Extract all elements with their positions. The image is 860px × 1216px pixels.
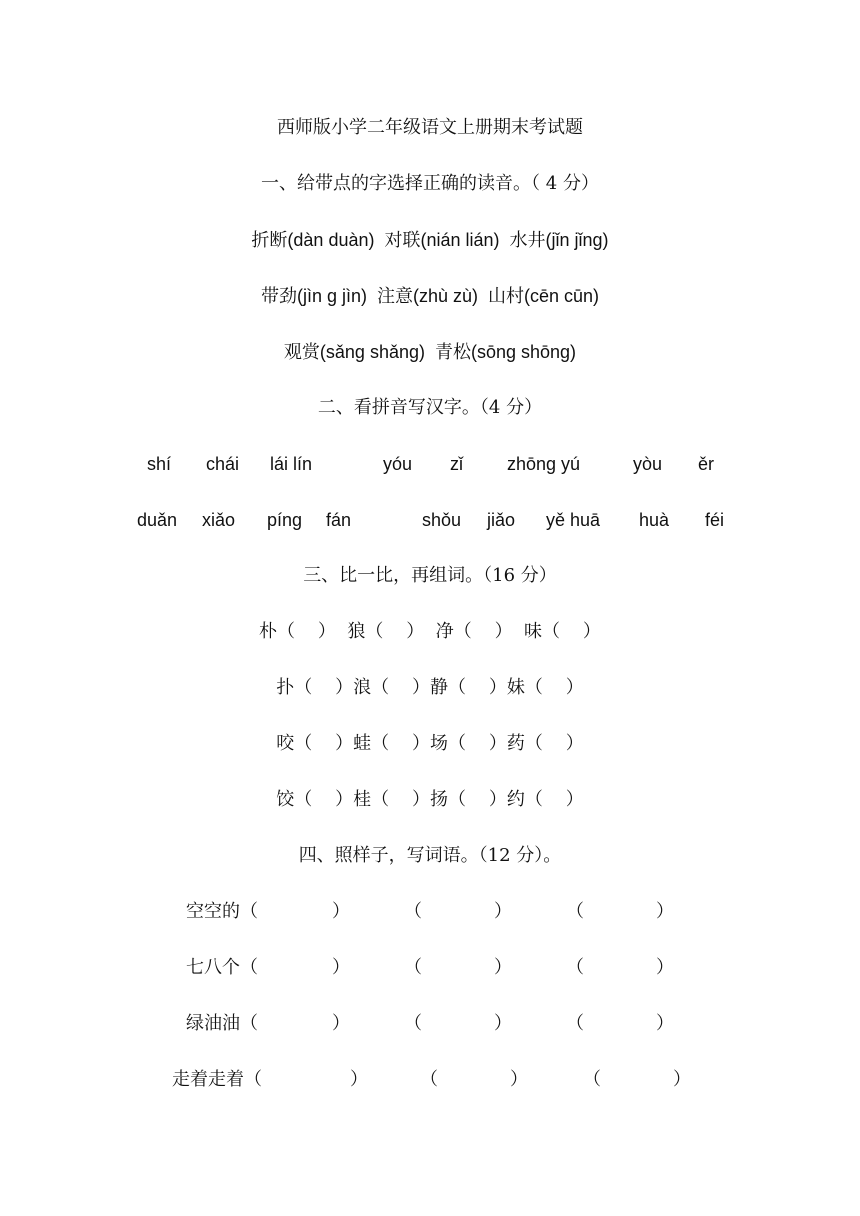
pinyin-item: shí xyxy=(147,454,172,474)
blank-close: ） xyxy=(656,1013,674,1034)
pinyin-item: zhōng yú xyxy=(507,454,581,474)
word-row-1 xyxy=(0,900,860,924)
section-3-line-2: 扑（ ）浪（ ）静（ ）妹（ ） xyxy=(276,677,584,698)
blank-open: （ xyxy=(566,901,584,922)
blank-close: ） xyxy=(494,901,512,922)
section-1-line-2: 带劲(jìn g jìn) 注意(zhù zù) 山村(cēn cūn) xyxy=(260,286,600,306)
page-title: 西师版小学二年级语文上册期末考试题 xyxy=(277,117,583,138)
pinyin-item: lái lín xyxy=(270,454,313,474)
pinyin-item: huà xyxy=(639,510,670,530)
pinyin-item: duǎn xyxy=(137,510,178,530)
pinyin-item: yòu xyxy=(633,454,663,474)
word-prompt: 绿油油（ xyxy=(186,1013,258,1034)
section-4-heading: 四、照样子，写词语。（12 分）。 xyxy=(298,845,562,866)
blank-close: ） xyxy=(332,957,350,978)
pinyin-item: ěr xyxy=(698,454,715,474)
word-row-3 xyxy=(0,1012,860,1036)
blank-close: ） xyxy=(656,901,674,922)
blank-close: ） xyxy=(510,1069,528,1090)
word-prompt: 走着走着（ xyxy=(172,1069,262,1090)
pinyin-item: píng xyxy=(267,510,303,530)
section-3-heading: 三、比一比，再组词。（16 分） xyxy=(303,565,557,586)
blank-close: ） xyxy=(656,957,674,978)
word-row-4 xyxy=(0,1068,860,1092)
blank-open: （ xyxy=(583,1069,601,1090)
blank-close: ） xyxy=(332,1013,350,1034)
pinyin-row-2 xyxy=(0,508,860,532)
section-3-line-4: 饺（ ）桂（ ）扬（ ）约（ ） xyxy=(276,789,584,810)
pinyin-item: xiǎo xyxy=(202,510,236,530)
blank-close: ） xyxy=(332,901,350,922)
word-prompt: 空空的（ xyxy=(186,901,258,922)
pinyin-item: chái xyxy=(206,454,240,474)
pinyin-row-1 xyxy=(0,452,860,476)
section-1-line-1: 折断(dàn duàn) 对联(nián lián) 水井(jǐn jǐnɡ) xyxy=(251,230,609,250)
section-3-line-1: 朴（ ） 狼（ ） 净（ ） 味（ ） xyxy=(259,621,601,642)
section-1-heading: 一、给带点的字选择正确的读音。（ 4 分） xyxy=(261,173,599,194)
section-2-heading: 二、看拼音写汉字。（4 分） xyxy=(317,397,543,418)
blank-close: ） xyxy=(673,1069,691,1090)
pinyin-item: jiǎo xyxy=(487,510,516,530)
blank-open: （ xyxy=(404,901,422,922)
blank-close: ） xyxy=(494,1013,512,1034)
blank-open: （ xyxy=(420,1069,438,1090)
blank-open: （ xyxy=(566,957,584,978)
section-3-line-3: 咬（ ）蛙（ ）场（ ）药（ ） xyxy=(276,733,584,754)
pinyin-item: shǒu xyxy=(422,510,462,530)
blank-open: （ xyxy=(404,1013,422,1034)
blank-open: （ xyxy=(566,1013,584,1034)
blank-close: ） xyxy=(494,957,512,978)
blank-close: ） xyxy=(350,1069,368,1090)
pinyin-item: zǐ xyxy=(450,454,463,474)
pinyin-item: yě huā xyxy=(546,510,601,530)
pinyin-item: fán xyxy=(326,510,352,530)
pinyin-item: yóu xyxy=(383,454,413,474)
blank-open: （ xyxy=(404,957,422,978)
section-1-line-3: 观赏(sǎng shǎnɡ) 青松(sōng shōnɡ) xyxy=(283,342,577,362)
word-row-2 xyxy=(0,956,860,980)
pinyin-item: féi xyxy=(705,510,725,530)
word-prompt: 七八个（ xyxy=(186,957,258,978)
